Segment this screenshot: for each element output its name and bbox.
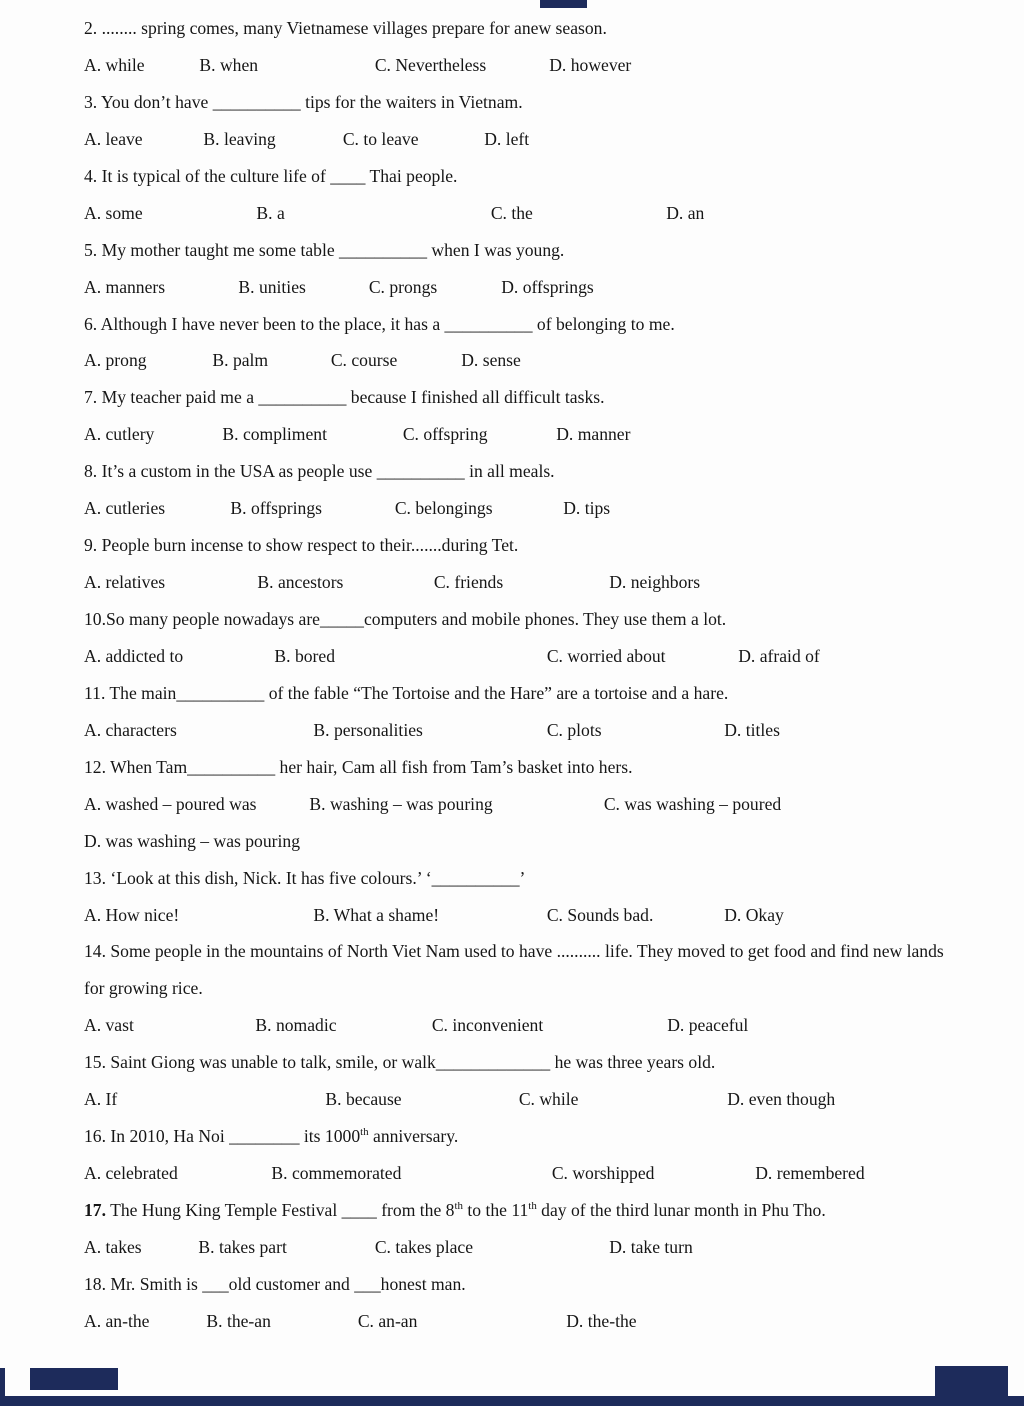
options-row <box>84 1007 966 1044</box>
option-a: A. characters <box>84 719 177 740</box>
option-d: D. titles <box>724 719 780 740</box>
option-c: C. to leave <box>342 128 419 149</box>
option-b: B. a <box>256 202 285 223</box>
options-row <box>84 638 966 675</box>
option-b: B. takes part <box>198 1236 287 1257</box>
option-b: B. when <box>199 54 259 75</box>
option-d: D. take turn <box>609 1236 693 1257</box>
option-b: B. bored <box>274 645 335 666</box>
question-text: 18. Mr. Smith is ___old customer and ___honest man. <box>84 1273 466 1294</box>
question-block <box>84 379 966 453</box>
question-block <box>84 453 966 527</box>
option-c: C. the <box>490 202 533 223</box>
option-b: B. washing – was pouring <box>309 793 493 814</box>
option-a: A. an-the <box>84 1310 150 1331</box>
ordinal-superscript: th <box>360 1126 369 1139</box>
question-block <box>84 306 966 380</box>
option-b: B. the-an <box>206 1310 271 1331</box>
option-a: A. manners <box>84 276 166 297</box>
option-b: B. compliment <box>222 424 327 445</box>
option-c: C. worried about <box>546 645 666 666</box>
option-b: B. nomadic <box>255 1015 337 1036</box>
option-d: D. neighbors <box>609 572 701 593</box>
options-row <box>84 342 966 379</box>
options-row <box>84 1229 966 1266</box>
options-row <box>84 1155 966 1192</box>
option-a: A. some <box>84 202 143 223</box>
option-a: A. How nice! <box>84 904 180 925</box>
option-a: A. cutlery <box>84 424 155 445</box>
question-text-part: The Hung King Temple Festival ____ from the 8 <box>106 1200 455 1220</box>
option-c: C. inconvenient <box>431 1015 544 1036</box>
question-text: 12. When Tam__________ her hair, Cam all fish from Tam’s basket into hers. <box>84 756 633 777</box>
option-d: D. offsprings <box>501 276 594 297</box>
option-d: D. tips <box>563 498 611 519</box>
question-text: 10.So many people nowadays are_____computers and mobile phones. They use them a lot. <box>84 609 727 629</box>
option-a: A. addicted to <box>84 645 184 666</box>
option-d: D. remembered <box>755 1163 865 1184</box>
question-text-part: 16. In 2010, Ha Noi ________ its 1000 <box>84 1126 361 1147</box>
ordinal-superscript: th <box>454 1200 463 1213</box>
option-d: D. peaceful <box>667 1015 749 1036</box>
option-c: C. Nevertheless <box>374 54 487 75</box>
redaction-bar-bottom-left <box>30 1368 118 1390</box>
option-c: C. prongs <box>368 276 438 297</box>
question-text <box>84 1192 966 1229</box>
option-a: A. celebrated <box>84 1163 178 1184</box>
question-block <box>84 860 966 934</box>
option-c: C. worshipped <box>551 1163 655 1184</box>
question-block <box>84 10 966 84</box>
option-a: A. washed – poured was <box>84 793 257 814</box>
option-a: A. If <box>84 1089 118 1110</box>
options-row <box>84 416 966 453</box>
question-block <box>84 1118 966 1192</box>
question-text: 8. It’s a custom in the USA as people use __________ in all meals. <box>84 461 555 482</box>
option-b: B. What a shame! <box>313 904 440 925</box>
option-b: B. leaving <box>203 128 276 149</box>
redaction-bar-bottom-right <box>935 1366 1008 1398</box>
redaction-strip-bottom <box>0 1396 1024 1406</box>
option-d: D. sense <box>461 350 521 371</box>
question-text: 2. ........ spring comes, many Vietnamese villages prepare for anew season. <box>84 18 607 38</box>
option-a: A. while <box>84 54 145 75</box>
option-b: B. because <box>325 1089 402 1110</box>
options-row <box>84 490 966 527</box>
option-d: D. manner <box>556 424 631 445</box>
question-block <box>84 1192 966 1266</box>
question-text-part: day of the third lunar month in Phu Tho. <box>536 1200 826 1220</box>
option-c: C. takes place <box>374 1236 474 1257</box>
option-c: C. belongings <box>394 498 493 519</box>
option-a: A. vast <box>84 1015 134 1036</box>
question-text: 14. Some people in the mountains of North Viet Nam used to have .......... life. They moved to get food and find new lands for growing rice. <box>84 941 944 999</box>
options-row <box>84 1303 966 1340</box>
question-text-part: anniversary. <box>368 1126 459 1147</box>
question-text: 15. Saint Giong was unable to talk, smile, or walk_____________ he was three years old. <box>84 1052 716 1073</box>
question-block <box>84 749 966 860</box>
option-c: C. plots <box>546 719 602 740</box>
option-a: A. relatives <box>84 572 166 593</box>
option-a: A. cutleries <box>84 498 166 519</box>
option-b: B. ancestors <box>257 572 344 593</box>
ordinal-superscript: th <box>528 1200 537 1213</box>
question-number-bold: 17. <box>84 1200 106 1220</box>
options-row <box>84 823 966 860</box>
question-block <box>84 232 966 306</box>
option-b: B. palm <box>212 350 269 371</box>
question-block <box>84 84 966 158</box>
option-d: D. afraid of <box>738 645 820 666</box>
option-c: C. an-an <box>357 1310 418 1331</box>
option-b: B. offsprings <box>230 498 322 519</box>
question-text-part: to the 11 <box>462 1200 529 1220</box>
question-block <box>84 933 966 1044</box>
question-text: 7. My teacher paid me a __________ because I finished all difficult tasks. <box>84 387 605 408</box>
options-row <box>84 897 966 934</box>
option-a: A. prong <box>84 350 147 371</box>
options-row <box>84 564 966 601</box>
options-row <box>84 1081 966 1118</box>
question-text: 11. The main__________ of the fable “The Tortoise and the Hare” are a tortoise and a hare. <box>84 682 729 703</box>
option-c: C. Sounds bad. <box>546 904 654 925</box>
option-d: D. however <box>549 54 632 75</box>
options-row <box>84 269 966 306</box>
question-text <box>84 1118 966 1155</box>
question-text: 6. Although I have never been to the place, it has a __________ of belonging to me. <box>84 313 675 334</box>
question-text: 3. You don’t have __________ tips for the waiters in Vietnam. <box>84 91 523 112</box>
question-text: 13. ‘Look at this dish, Nick. It has five colours.’ ‘__________’ <box>84 867 526 888</box>
option-d: D. an <box>666 202 705 223</box>
option-c: C. was washing – poured <box>603 793 782 814</box>
options-row <box>84 786 966 823</box>
option-d: D. the-the <box>566 1310 637 1331</box>
option-d: D. was washing – was pouring <box>84 830 300 851</box>
question-block <box>84 1266 966 1340</box>
question-text: 4. It is typical of the culture life of ____ Thai people. <box>84 165 458 186</box>
option-c: C. offspring <box>402 424 488 445</box>
option-d: D. even though <box>727 1089 836 1110</box>
option-c: C. course <box>330 350 398 371</box>
option-b: B. unities <box>238 276 306 297</box>
options-row <box>84 121 966 158</box>
options-row <box>84 47 966 84</box>
redaction-bar-top <box>540 0 587 8</box>
option-a: A. takes <box>84 1236 142 1257</box>
option-c: C. while <box>518 1089 579 1110</box>
question-block <box>84 158 966 232</box>
option-b: B. commemorated <box>271 1163 402 1184</box>
question-text: 5. My mother taught me some table __________ when I was young. <box>84 239 565 260</box>
option-a: A. leave <box>84 128 143 149</box>
option-d: D. Okay <box>724 904 784 925</box>
question-block <box>84 601 966 675</box>
question-text: 9. People burn incense to show respect to their.......during Tet. <box>84 535 519 556</box>
option-d: D. left <box>484 128 530 149</box>
options-row <box>84 195 966 232</box>
question-block <box>84 527 966 601</box>
options-row <box>84 712 966 749</box>
option-c: C. friends <box>433 572 504 593</box>
question-block <box>84 1044 966 1118</box>
option-b: B. personalities <box>313 719 423 740</box>
question-block <box>84 675 966 749</box>
